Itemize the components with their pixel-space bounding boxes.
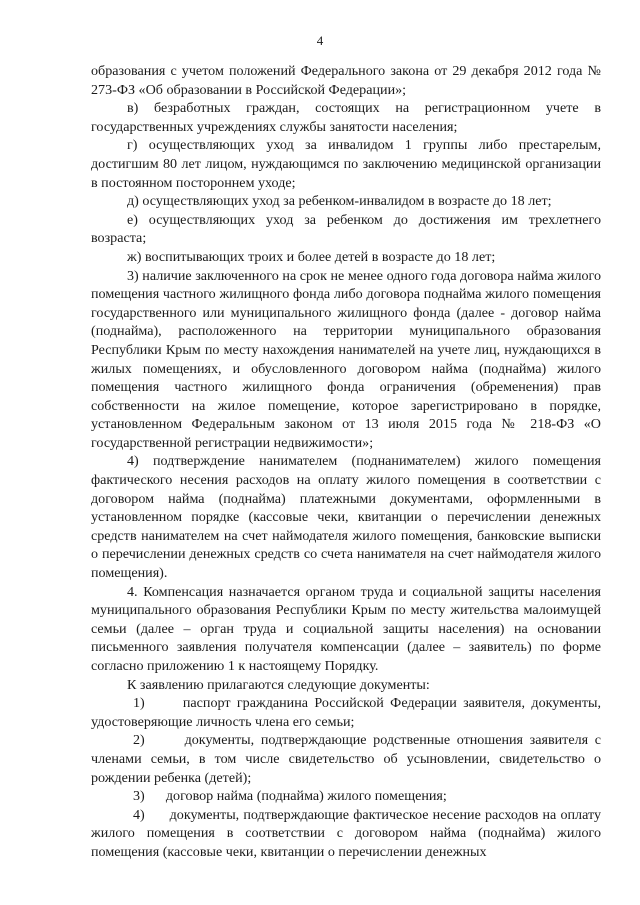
paragraph: е) осуществляющих уход за ребенком до достижения им трехлетнего возраста; <box>91 211 601 247</box>
paragraph: К заявлению прилагаются следующие документы: <box>127 676 430 693</box>
paragraph: д) осуществляющих уход за ребенком-инвалидом в возрасте до 18 лет; <box>127 193 552 210</box>
list-item: 4) документы, подтверждающие фактическое несение расходов на оплату жилого помещения в соответствии с договором найма (поднайма) жилого помещения (кассовые чеки, квитанции о перечислении денежных <box>91 806 601 860</box>
list-item: 1) паспорт гражданина Российской Федерации заявителя, документы, удостоверяющие личность члена его семьи; <box>91 695 601 730</box>
paragraph: в) безработных граждан, состоящих на регистрационном учете в государственных учреждениях службы занятости населения; <box>91 100 601 135</box>
page-number: 4 <box>316 33 324 48</box>
paragraph: ж) воспитывающих троих и более детей в возрасте до 18 лет; <box>127 248 496 265</box>
list-item: 3) договор найма (поднайма) жилого помещения; <box>133 788 447 805</box>
document-body <box>91 62 601 862</box>
paragraph: 4. Компенсация назначается органом труда и социальной защиты населения муниципального образования Республики Крым по месту жительства малоимущей семьи (далее – орган труда и социальной защиты населения) на основании письменного заявления получателя компенсации (далее – заявитель) по форме согласно приложению 1 к настоящему Порядку. <box>91 583 601 674</box>
paragraph: г) осуществляющих уход за инвалидом 1 группы либо престарелым, достигшим 80 лет лицом, нуждающимся по заключению медицинской организации в постоянном постороннем уходе; <box>91 137 601 191</box>
paragraph: образования с учетом положений Федерального закона от 29 декабря 2012 года № 273-ФЗ «Об образовании в Российской Федерации»; <box>91 63 601 98</box>
paragraph: 3) наличие заключенного на срок не менее одного года договора найма жилого помещения частного жилищного фонда либо договора поднайма жилого помещения государственного или муниципального жилищного фонда (далее - договор найма (поднайма), расположенного на территории муниципального образования Республики Крым по месту нахождения нанимателей на учете лиц, нуждающихся в жилых помещениях, и обусловленного договором найма (поднайма) жилого помещения частного жилищного фонда ограничения (обременения) прав собственности на жилое помещение, которое зарегистрировано в порядке, установленном Федеральным законом от 13 июля 2015 года № 218-ФЗ «О государственной регистрации недвижимости»; <box>91 267 601 451</box>
paragraph: 4) подтверждение нанимателем (поднанимателем) жилого помещения фактического несения расходов на оплату жилого помещения в соответствии с договором найма (поднайма) платежными документами, оформленными в установленном порядке (кассовые чеки, квитанции о перечислении денежных средств нанимателем на счет наймодателя жилого помещения, банковские выписки о перечислении денежных средств со счета нанимателя на счет наймодателя жилого помещения). <box>91 453 601 582</box>
list-item: 2) документы, подтверждающие родственные отношения заявителя с членами семьи, в том числе свидетельство об усыновлении, свидетельство о рождении ребенка (детей); <box>91 732 601 786</box>
